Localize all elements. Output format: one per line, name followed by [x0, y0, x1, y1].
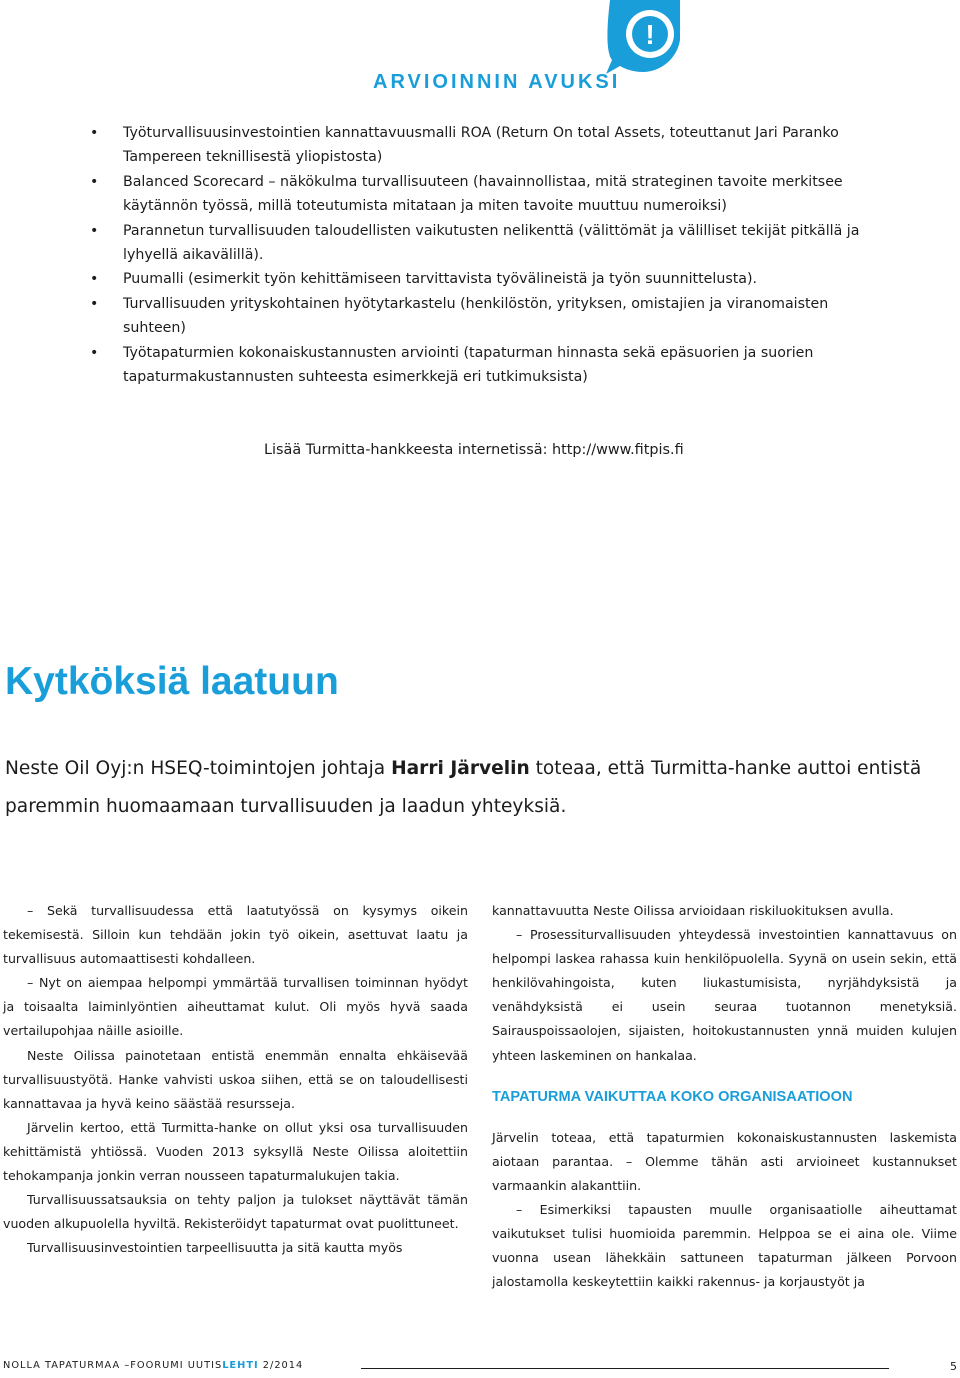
list-item: • Puumalli (esimerkit työn kehittämiseen tarvittavista työvälineistä ja työn suunnittelusta). — [90, 267, 880, 291]
page-number: 5 — [950, 1360, 957, 1373]
svg-text:!: ! — [645, 19, 655, 50]
list-item: • Balanced Scorecard – näkökulma turvallisuuteen (havainnollistaa, mitä strateginen tavoite merkitsee käytännön työssä, millä toteutumista mitataan ja miten tavoite muuttuu numeroiksi) — [90, 170, 880, 219]
article-lead: Neste Oil Oyj:n HSEQ-toimintojen johtaja Harri Järvelin toteaa, että Turmitta-hanke auttoi entistä paremmin huomaamaan turvallisuuden ja laadun yhteyksiä. — [5, 758, 922, 817]
page-footer — [3, 1360, 957, 1378]
list-item: • Työtapaturmien kokonaiskustannusten arviointi (tapaturman hinnasta sekä epäsuorien ja suorien tapaturmakustannusten suhteesta esimerkkejä eri tutkimuksista) — [90, 341, 880, 390]
exclamation-speech-bubble-icon — [600, 0, 688, 78]
more-info-link[interactable]: Lisää Turmitta-hankkeesta internetissä: http://www.fitpis.fi — [264, 442, 684, 458]
section-heading: ARVIOINNIN AVUKSI — [373, 71, 621, 93]
bullet-icon: • — [90, 173, 99, 190]
article-title: Kytköksiä laatuun — [5, 660, 339, 703]
bullet-icon: • — [90, 222, 99, 239]
bullet-icon: • — [90, 271, 99, 288]
person-name: Harri Järvelin — [391, 758, 530, 779]
list-item: • Parannetun turvallisuuden taloudellisten vaikutusten nelikenttä (välittömät ja välilliset tekijät pitkällä ja lyhyellä aikavälillä). — [90, 219, 880, 268]
paragraph: – Sekä turvallisuudessa että laatutyössä on kysymys oikein tekemisestä. Silloin kun tehdään jokin työ oikein, asettuvat laatu ja turvallisuus automaattisesti kohdalleen. — [3, 903, 468, 967]
bullet-icon: • — [90, 344, 99, 361]
paragraph: Turvallisuussatsauksia on tehty paljon ja tulokset näyttävät tämän vuoden alkupuolella hyviltä. Rekisteröidyt tapaturmat ovat puolittuneet. — [3, 1192, 468, 1232]
paragraph: – Nyt on aiempaa helpompi ymmärtää turvallisen toiminnan hyödyt ja toisaalta laiminlyöntien aiheuttamat kulut. Oli myös hyvä saada vertailupohjaa näille asioille. — [3, 975, 468, 1039]
paragraph: Järvelin toteaa, että tapaturmien kokonaiskustannusten laskemista aiotaan parantaa. – Olemme tähän asti arvioineet kustannukset varmaankin alakanttiin. — [492, 1129, 957, 1193]
subheading: TAPATURMA VAIKUTTAA KOKO ORGANISAATIOON — [492, 1088, 853, 1105]
right-column — [492, 899, 957, 1294]
bullet-icon: • — [90, 295, 99, 312]
paragraph: kannattavuutta Neste Oilissa arvioidaan riskiluokituksen avulla. — [492, 903, 894, 918]
footer-divider — [361, 1368, 889, 1369]
paragraph: – Prosessiturvallisuuden yhteydessä investointien kannattavuus on helpompi laskea rahassa kuin henkilöpuolella. Syynä on usein sekin, että henkilövahingoista, kuten liukastumisista, nyrjähdyksistä ja venähdyksistä ei usein seuraa tuotannon menetyksiä. Sairauspoissaolojen, sijaisten, hoitokustannusten ynnä muiden kulujen yhteen laskeminen on hankalaa. — [492, 927, 957, 1063]
paragraph: Neste Oilissa painotetaan entistä enemmän ennalta ehkäisevää turvallisuustyötä. Hanke vahvisti uskoa siihen, että se on taloudellisesti kannattavaa ja hyvä keino säästää resurssejа. — [3, 1047, 468, 1111]
bullet-icon: • — [90, 125, 99, 141]
paragraph: Turvallisuusinvestointien tarpeellisuutta ja sitä kautta myös — [27, 1240, 403, 1256]
paragraph: Järvelin kertoo, että Turmitta-hanke on ollut yksi osa turvallisuuden kehittämistä yhtiössä. Vuoden 2013 syksyllä Neste Oilissa aloitettiin tehokampanja jonkin verran nousseen tapaturmalukujen takia. — [3, 1119, 468, 1184]
left-column — [3, 899, 468, 1260]
list-item: • Turvallisuuden yrityskohtainen hyötytarkastelu (henkilöstön, yrityksen, omistajien ja viranomaisten suhteen) — [90, 292, 880, 341]
publication-name: NOLLA TAPATURMAA –FOORUMI UUTISLEHTI 2/2014 — [3, 1360, 304, 1371]
paragraph: – Esimerkiksi tapausten muulle organisaatiolle aiheuttamat vaikutukset tulisi huomioida paremmin. Helppoa se ei aina ole. Viime vuonna usean lähekkäin sattuneen tapaturman jälkeen Porvoon jalostamolla keskeytettiin kaikki rakennus- ja korjaustyöt ja — [492, 1201, 957, 1290]
methods-list — [90, 121, 880, 389]
list-item: • Työturvallisuusinvestointien kannattavuusmalli ROA (Return On total Assets, toteuttanut Jari Paranko Tampereen teknillisestä yliopistosta) — [90, 121, 880, 170]
